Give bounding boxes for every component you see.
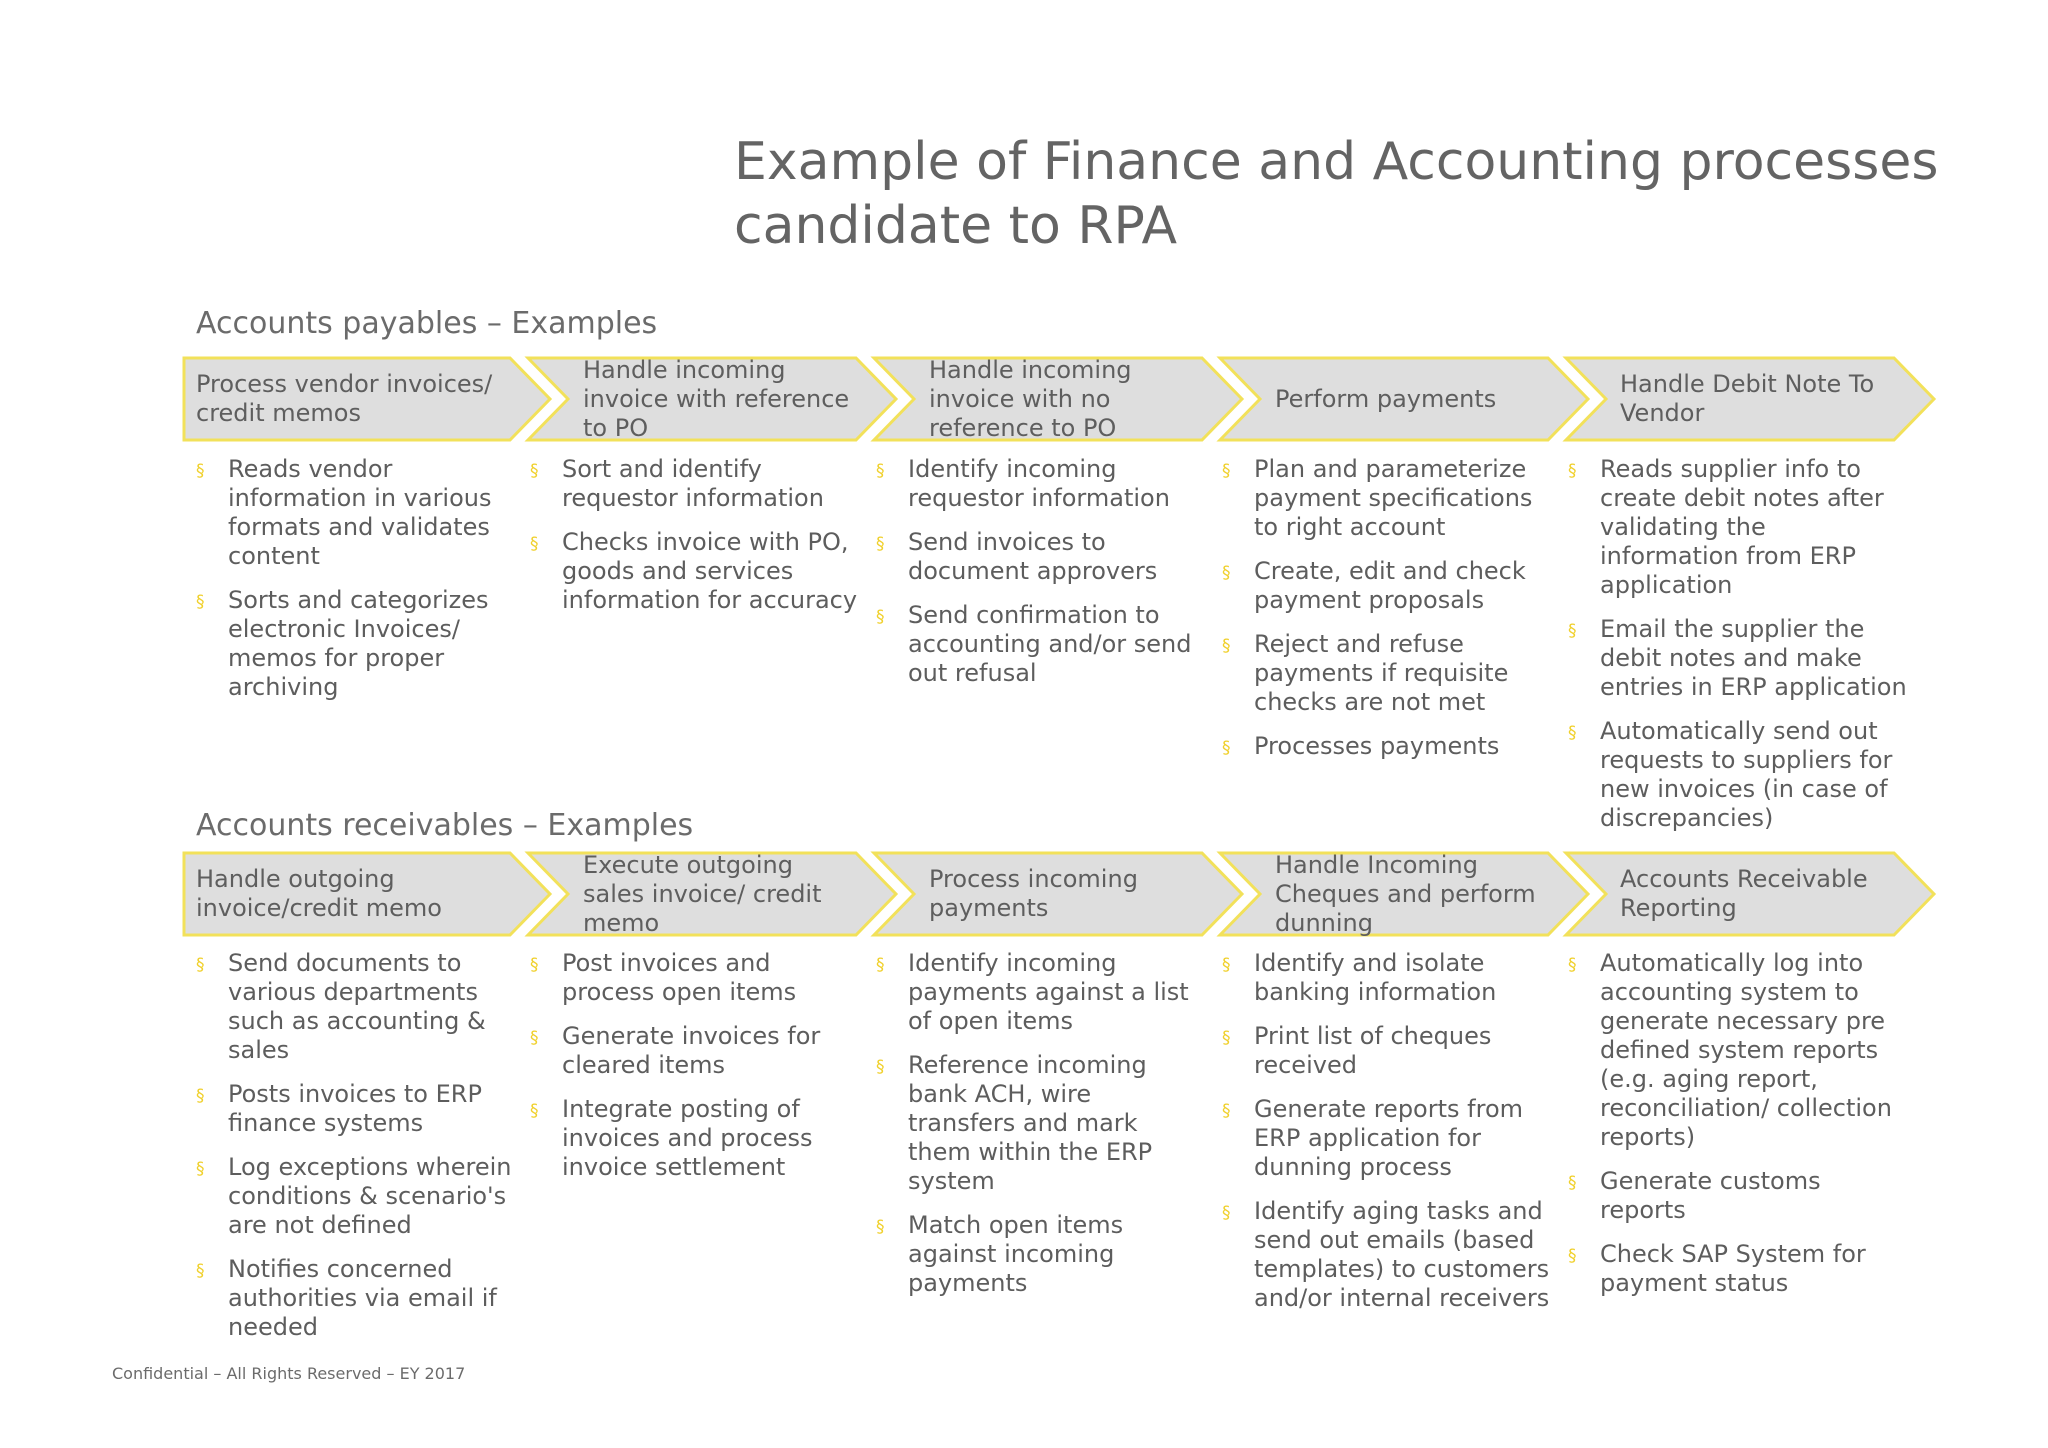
bullet-icon: § — [196, 1159, 205, 1179]
list-item — [1568, 949, 1908, 1152]
list-item-text: Processes payments — [1254, 732, 1500, 760]
bullet-icon: § — [1568, 1246, 1577, 1266]
list-item — [196, 455, 526, 571]
bullet-list — [1222, 455, 1552, 761]
list-item-text: Post invoices and process open items — [562, 949, 797, 1006]
list-item-text: Plan and parameterize payment specifications to right account — [1254, 455, 1533, 541]
list-item — [1568, 717, 1908, 833]
payables-column-2 — [530, 455, 860, 630]
chevron-label: Process vendor invoices/ credit memos — [196, 370, 493, 427]
bullet-icon: § — [530, 461, 539, 481]
list-item — [196, 586, 526, 702]
list-item — [1222, 557, 1552, 615]
payables-column-1 — [196, 455, 526, 717]
bullet-icon: § — [530, 1101, 539, 1121]
receivables-column-1 — [196, 949, 526, 1357]
bullet-icon: § — [1568, 955, 1577, 975]
list-item-text: Send confirmation to accounting and/or send out refusal — [908, 601, 1192, 687]
list-item — [876, 949, 1206, 1036]
list-item-text: Identify aging tasks and send out emails (based templates) to customers and/or internal receivers — [1254, 1197, 1550, 1312]
bullet-icon: § — [1222, 461, 1231, 481]
chevron-label: Handle Debit Note To Vendor — [1620, 370, 1875, 427]
list-item — [1222, 630, 1552, 717]
receivables-column-2 — [530, 949, 860, 1197]
page-title: Example of Finance and Accounting processes candidate to RPA — [734, 132, 1939, 256]
list-item — [1568, 1240, 1908, 1298]
bullet-icon: § — [1222, 1028, 1231, 1048]
bullet-icon: § — [1222, 738, 1231, 758]
list-item — [530, 1022, 860, 1080]
list-item-text: Identify incoming requestor information — [908, 455, 1170, 512]
payables-column-4 — [1222, 455, 1552, 776]
list-item-text: Checks invoice with PO, goods and services information for accuracy — [562, 528, 858, 614]
list-item-text: Create, edit and check payment proposals — [1254, 557, 1526, 614]
bullet-icon: § — [196, 461, 205, 481]
list-item-text: Generate invoices for cleared items — [562, 1022, 821, 1079]
bullet-icon: § — [530, 955, 539, 975]
list-item-text: Posts invoices to ERP finance systems — [228, 1080, 482, 1137]
list-item — [876, 1051, 1206, 1196]
list-item — [876, 1211, 1206, 1298]
process-flow-payables — [182, 356, 1934, 442]
chevron-label: Perform payments — [1275, 384, 1497, 413]
list-item — [1222, 1022, 1552, 1080]
bullet-icon: § — [876, 1057, 885, 1077]
list-item-text: Generate reports from ERP application for dunning process — [1254, 1095, 1524, 1181]
list-item — [530, 455, 860, 513]
process-flow-receivables — [182, 851, 1934, 937]
list-item-text: Sorts and categorizes electronic Invoices/ memos for proper archiving — [228, 586, 489, 701]
list-item-text: Print list of cheques received — [1254, 1022, 1492, 1079]
bullet-icon: § — [1568, 1173, 1577, 1193]
list-item — [876, 528, 1206, 586]
list-item-text: Automatically send out requests to suppliers for new invoices (in case of discrepancies) — [1600, 717, 1893, 832]
receivables-column-4 — [1222, 949, 1552, 1328]
bullet-icon: § — [1222, 955, 1231, 975]
footer-confidential: Confidential – All Rights Reserved – EY 2017 — [112, 1364, 466, 1383]
bullet-icon: § — [196, 592, 205, 612]
bullet-icon: § — [1222, 636, 1231, 656]
list-item-text: Integrate posting of invoices and process invoice settlement — [562, 1095, 813, 1181]
section-heading-payables: Accounts payables – Examples — [196, 306, 658, 341]
bullet-list — [530, 949, 860, 1182]
chevron-label: Execute outgoing sales invoice/ credit memo — [583, 850, 822, 937]
chevron-label: Handle Incoming Cheques and perform dunning — [1275, 850, 1536, 937]
list-item-text: Email the supplier the debit notes and make entries in ERP application — [1600, 615, 1907, 701]
list-item-text: Reads supplier info to create debit notes after validating the information from ERP application — [1600, 455, 1884, 599]
list-item — [1222, 1095, 1552, 1182]
bullet-icon: § — [530, 1028, 539, 1048]
bullet-icon: § — [1568, 621, 1577, 641]
list-item — [196, 949, 526, 1065]
list-item — [1222, 732, 1552, 761]
list-item-text: Notifies concerned authorities via email if needed — [228, 1255, 497, 1341]
list-item — [196, 1080, 526, 1138]
receivables-column-5 — [1568, 949, 1908, 1313]
list-item-text: Send documents to various departments such as accounting & sales — [228, 949, 486, 1064]
list-item-text: Generate customs reports — [1600, 1167, 1821, 1224]
bullet-list — [1568, 455, 1908, 833]
list-item-text: Automatically log into accounting system to generate necessary pre defined system reports (e.g. aging report, reconciliation/ collection reports) — [1600, 949, 1892, 1151]
chevron-label: Accounts Receivable Reporting — [1620, 865, 1868, 922]
bullet-icon: § — [1222, 563, 1231, 583]
list-item — [1568, 1167, 1908, 1225]
bullet-icon: § — [196, 1086, 205, 1106]
list-item — [1568, 455, 1908, 600]
receivables-column-3 — [876, 949, 1206, 1313]
chevron-label: Process incoming payments — [929, 865, 1138, 922]
list-item-text: Log exceptions wherein conditions & scenario's are not defined — [228, 1153, 512, 1239]
list-item — [530, 528, 860, 615]
payables-column-5 — [1568, 455, 1908, 848]
list-item — [876, 455, 1206, 513]
bullet-icon: § — [1568, 461, 1577, 481]
bullet-list — [196, 455, 526, 702]
bullet-list — [196, 949, 526, 1342]
list-item — [876, 601, 1206, 688]
list-item-text: Identify and isolate banking information — [1254, 949, 1497, 1006]
bullet-list — [530, 455, 860, 615]
bullet-list — [876, 949, 1206, 1298]
list-item-text: Send invoices to document approvers — [908, 528, 1158, 585]
list-item — [1568, 615, 1908, 702]
section-heading-receivables: Accounts receivables – Examples — [196, 808, 694, 843]
list-item — [196, 1255, 526, 1342]
bullet-list — [1568, 949, 1908, 1298]
bullet-icon: § — [1568, 723, 1577, 743]
list-item — [196, 1153, 526, 1240]
list-item-text: Sort and identify requestor information — [562, 455, 824, 512]
bullet-icon: § — [1222, 1203, 1231, 1223]
list-item — [1222, 455, 1552, 542]
list-item — [1222, 1197, 1552, 1313]
bullet-list — [1222, 949, 1552, 1313]
list-item — [1222, 949, 1552, 1007]
bullet-icon: § — [196, 955, 205, 975]
list-item-text: Reads vendor information in various formats and validates content — [228, 455, 492, 570]
bullet-icon: § — [876, 607, 885, 627]
bullet-icon: § — [876, 461, 885, 481]
list-item-text: Reference incoming bank ACH, wire transfers and mark them within the ERP system — [908, 1051, 1153, 1195]
bullet-icon: § — [876, 955, 885, 975]
list-item-text: Identify incoming payments against a list of open items — [908, 949, 1189, 1035]
list-item — [530, 949, 860, 1007]
bullet-icon: § — [876, 1217, 885, 1237]
chevron-label: Handle incoming invoice with reference to PO — [583, 355, 850, 442]
bullet-icon: § — [196, 1261, 205, 1281]
bullet-icon: § — [876, 534, 885, 554]
bullet-list — [876, 455, 1206, 688]
list-item-text: Check SAP System for payment status — [1600, 1240, 1866, 1297]
chevron-label: Handle outgoing invoice/credit memo — [196, 865, 442, 922]
payables-column-3 — [876, 455, 1206, 703]
bullet-icon: § — [1222, 1101, 1231, 1121]
list-item — [530, 1095, 860, 1182]
list-item-text: Match open items against incoming payments — [908, 1211, 1124, 1297]
list-item-text: Reject and refuse payments if requisite checks are not met — [1254, 630, 1509, 716]
bullet-icon: § — [530, 534, 539, 554]
chevron-label: Handle incoming invoice with no reference to PO — [929, 355, 1132, 442]
